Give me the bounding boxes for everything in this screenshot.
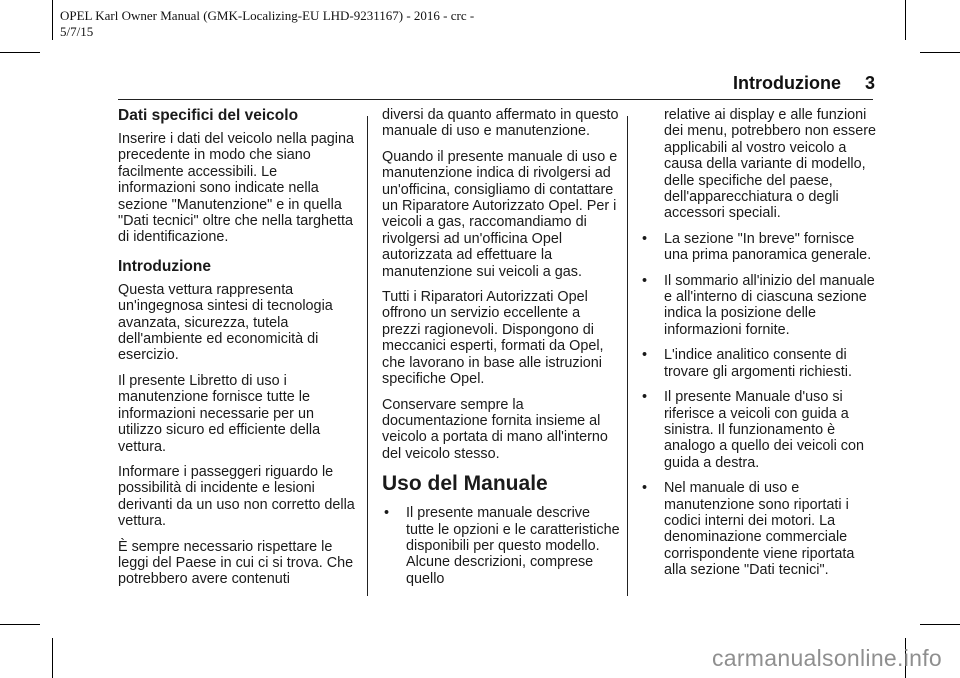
paragraph: Questa vettura rappresenta un'ingegnosa sintesi di tecnologia avanzata, sicurezza, tutela dell'ambiente ed economicità di esercizio. <box>118 281 333 364</box>
column-middle <box>382 107 620 596</box>
crop-mark <box>52 638 53 678</box>
page-number: 3 <box>864 73 875 93</box>
bullet-list <box>640 231 880 579</box>
list-item: • Nel manuale di uso e manutenzione sono riportati i codici interni dei motori. La denominazione commerciale corrispondente viene riportata alla sezione "Dati tecnici". <box>640 480 880 578</box>
paragraph: Inserire i dati del veicolo nella pagina precedente in modo che siano facilmente accessibili. Le informazioni sono indicate nella sezione "Manutenzione" e in quella "Dati tecnici" oltre che nella targhetta di identificazione. <box>118 131 354 246</box>
watermark-text: carmanualsonline.info <box>711 645 942 671</box>
heading-vehicle-data: Dati specifici del veicolo <box>118 107 299 124</box>
bullet-list <box>382 505 620 587</box>
section-title: Introduzione <box>733 73 841 93</box>
paragraph: Il presente Libretto di uso i manutenzione fornisce tutte le informazioni necessarie per un utilizzo sicuro ed efficiente della vettura. <box>118 372 321 455</box>
crop-mark <box>920 52 960 53</box>
column-left <box>118 107 356 597</box>
crop-mark <box>0 52 40 53</box>
running-header <box>733 73 875 94</box>
paragraph: Conservare sempre la documentazione fornita insieme al veicolo a portata di mano all'interno del veicolo stesso. <box>382 396 608 462</box>
paragraph: Informare i passeggeri riguardo le possibilità di incidente e lesioni derivanti da un uso non corretto della vettura. <box>118 463 355 530</box>
crop-mark <box>920 624 960 625</box>
metadata-date: 5/7/15 <box>60 24 94 39</box>
list-item: • Il presente Manuale d'uso si riferisce a veicoli con guida a sinistra. Il funzionamento è analogo a quello dei veicoli con guida a destra. <box>640 389 880 471</box>
crop-mark <box>52 0 53 40</box>
metadata-line: OPEL Karl Owner Manual (GMK-Localizing-EU LHD-9231167) - 2016 - crc - <box>60 8 475 23</box>
column-divider <box>627 116 628 596</box>
column-right <box>640 107 880 588</box>
paragraph: diversi da quanto affermato in questo manuale di uso e manutenzione. <box>382 107 619 140</box>
paragraph-continued: relative ai display e alle funzioni dei menu, potrebbero non essere applicabili al vostro veicolo a causa della variante di modello, delle specifiche del paese, dell'apparecchiatura o degli accessori speciali. <box>664 107 877 222</box>
paragraph: Quando il presente manuale di uso e manutenzione indica di rivolgersi ad un'officina, consigliamo di contattare un Riparatore Autorizzato Opel. Per i veicoli a gas, raccomandiamo di rivolgersi ad un'officina Opel autorizzata ad effettuare la manutenzione sui veicoli a gas. <box>382 148 618 280</box>
list-item: • Il presente manuale descrive tutte le opzioni e le caratteristiche disponibili per questo modello. Alcune descrizioni, comprese quello <box>382 505 620 587</box>
heading-introduction: Introduzione <box>118 257 211 275</box>
heading-manual-usage: Uso del Manuale <box>382 472 548 496</box>
paragraph: È sempre necessario rispettare le leggi del Paese in cui ci si trova. Che potrebbero avere contenuti <box>118 538 354 588</box>
list-item: • Il sommario all'inizio del manuale e all'interno di ciascuna sezione indica la posizione delle informazioni fornite. <box>640 273 880 339</box>
header-rule <box>118 99 873 100</box>
column-divider <box>367 116 368 596</box>
list-item: • La sezione "In breve" fornisce una prima panoramica generale. <box>640 231 880 264</box>
paragraph: Tutti i Riparatori Autorizzati Opel offrono un servizio eccellente a prezzi ragionevoli. Dispongono di meccanici esperti, formati da Opel, che lavorano in base alle istruzioni specifiche Opel. <box>382 289 604 388</box>
crop-mark <box>905 0 906 40</box>
list-item: • L'indice analitico consente di trovare gli argomenti richiesti. <box>640 347 880 380</box>
crop-mark <box>0 624 40 625</box>
document-metadata <box>60 8 520 40</box>
